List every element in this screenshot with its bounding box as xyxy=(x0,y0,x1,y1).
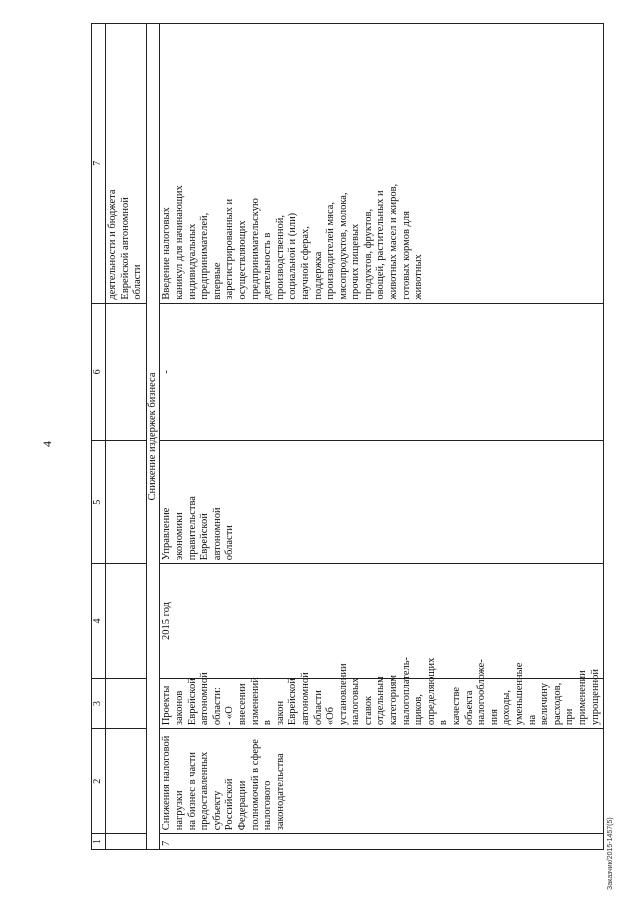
col-header-5: 5 xyxy=(92,441,106,564)
col-header-6: 6 xyxy=(92,303,106,441)
cell xyxy=(106,303,147,441)
col-header-1: 1 xyxy=(92,834,106,850)
table-continuation-row xyxy=(106,24,147,850)
cell-col2: Снижения налоговой нагрузки на бизнес в части предоставленных субъекту Российской Федерации полномочий в сфере налогового законодательства xyxy=(160,729,604,834)
cell-col5: Управление экономики правительства Еврейской автономной области xyxy=(160,441,604,564)
watermark-text: Заказчик/2015-1457(5) xyxy=(607,817,614,890)
table-row xyxy=(160,24,604,850)
section-title: Снижение издержек бизнеса xyxy=(146,24,160,850)
cell-col4: 2015 год xyxy=(160,564,604,679)
col-header-3: 3 xyxy=(92,678,106,728)
continuation-cell-col7: деятельности и бюджета Еврейской автономной области xyxy=(106,24,147,304)
row-number: 7 xyxy=(160,834,604,850)
measures-table xyxy=(91,23,604,850)
cell-col6: - xyxy=(160,303,604,441)
cell-col3: Проекты законов Еврейской автономной области: - «О внесении изменений в закон Еврейской автономной области «Об установлении налоговых ставок отдельным категориям налогоплатель- щиков, определяющих в качестве объекта налогообложе- ния доходы, уменьшенные на величину расходов, при применении упрощенной xyxy=(160,678,604,728)
cell xyxy=(106,729,147,834)
rotated-table-container xyxy=(91,23,640,850)
cell xyxy=(106,678,147,728)
col-header-4: 4 xyxy=(92,564,106,679)
cell xyxy=(106,564,147,679)
cell xyxy=(106,441,147,564)
page-number: 4 xyxy=(40,441,54,447)
col-header-7: 7 xyxy=(92,24,106,304)
col-header-2: 2 xyxy=(92,729,106,834)
section-row xyxy=(146,24,160,850)
cell xyxy=(106,834,147,850)
table-header-row xyxy=(92,24,106,850)
cell-col7: Введение налоговых каникул для начинающих индивидуальных предпринимателей, впервые зарегистрированных и осуществляющих предпринимательскую деятельность в производственной, социальной и (или) научной сферах, поддержка производителей мяса, мясопродуктов, молока, прочих пищевых продуктов, фруктов, овощей, растительных и животных масел и жиров, готовых кормов для животных xyxy=(160,24,604,304)
